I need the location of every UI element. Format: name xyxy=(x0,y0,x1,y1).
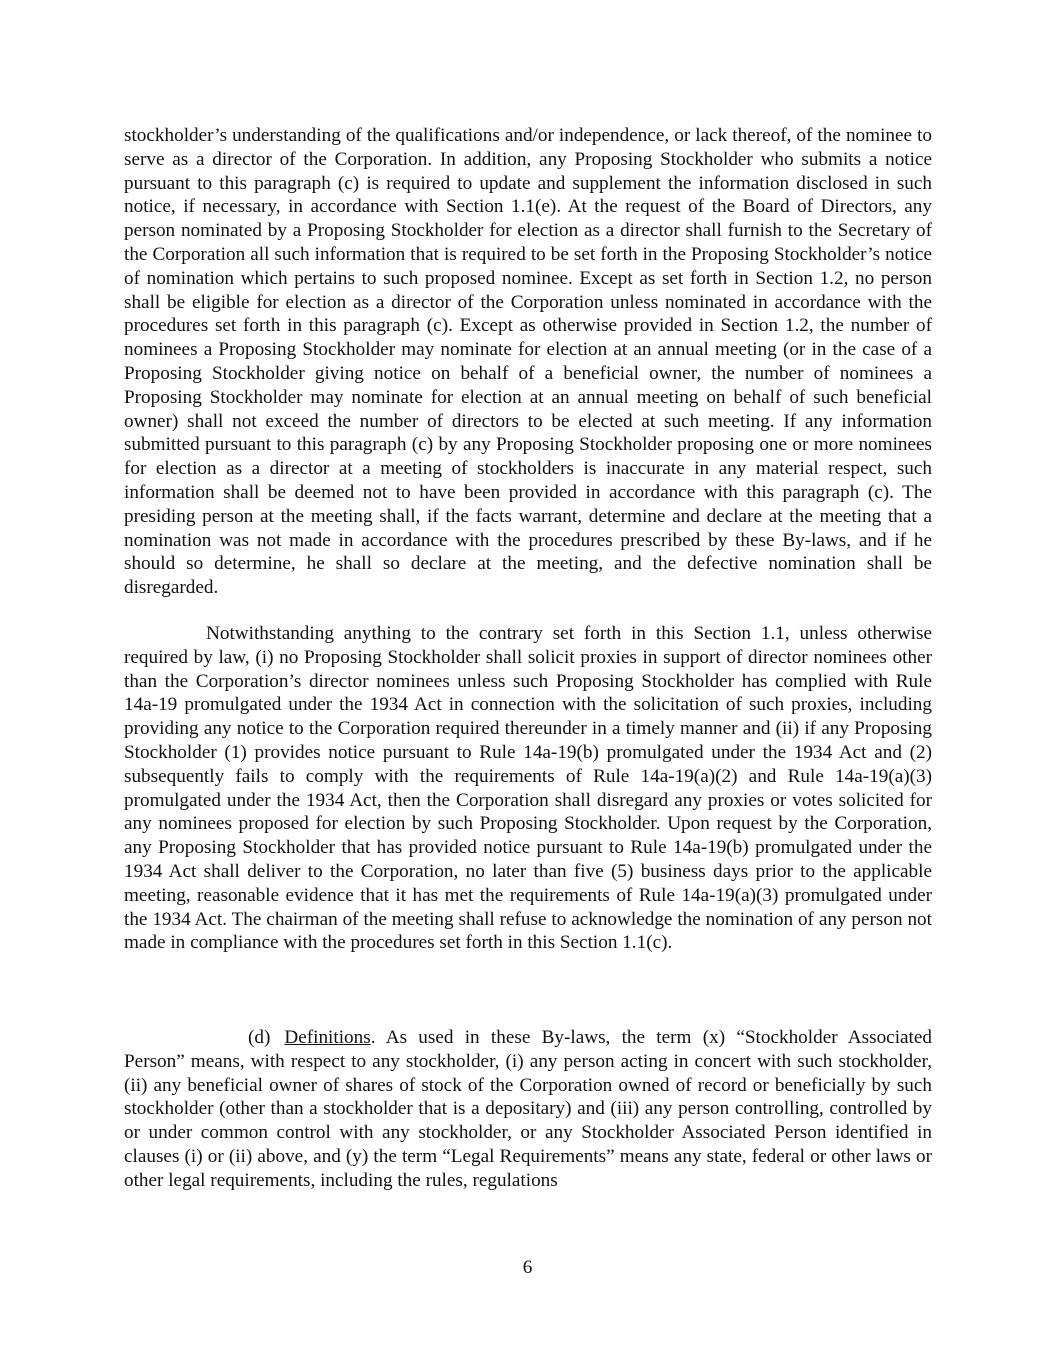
section-marker: (d) xyxy=(248,1027,271,1049)
page-number: 6 xyxy=(522,1257,533,1278)
proxy-solicitation-paragraph: Notwithstanding anything to the contrary set forth in this Section 1.1, unless otherwise required by law, (i) no Proposing Stockholder shall solicit proxies in support of director nominees other than the Corporation’s director nominees unless such Proposing Stockholder has complied with Rule 14a-19 promulgated under the 1934 Act in connection with the solicitation of such proxies, including providing any notice to the Corporation required thereunder in a timely manner and (ii) if any Proposing Stockholder (1) provides notice pursuant to Rule 14a-19(b) promulgated under the 1934 Act and (2) subsequently fails to comply with the requirements of Rule 14a-19(a)(2) and Rule 14a-19(a)(3) promulgated under the 1934 Act, then the Corporation shall disregard any proxies or votes solicited for any nominees proposed for election by such Proposing Stockholder. Upon request by the Corporation, any Proposing Stockholder that has provided notice pursuant to Rule 14a-19(b) promulgated under the 1934 Act shall deliver to the Corporation, no later than five (5) business days prior to the applicable meeting, reasonable evidence that it has met the requirements of Rule 14a-19(a)(3) promulgated under the 1934 Act. The chairman of the meeting shall refuse to acknowledge the nomination of any person not made in compliance with the procedures set forth in this Section 1.1(c). xyxy=(124,622,932,954)
definitions-section xyxy=(124,1026,932,1193)
section-heading: Definitions xyxy=(284,1027,371,1049)
document-page-body xyxy=(124,124,932,1193)
section-definition-text: . As used in these By-laws, the term (x) “Stockholder Associated Person” means, with respect to any stockholder, (i) any person acting in concert with such stockholder, (ii) any beneficial owner of shares of stock of the Corporation owned of record or beneficially by such stockholder (other than a stockholder that is a depositary) and (iii) any person controlling, controlled by or under common control with any stockholder, or any Stockholder Associated Person identified in clauses (i) or (ii) above, and (y) the term “Legal Requirements” means any state, federal or other laws or other legal requirements, including the rules, regulations xyxy=(124,1027,932,1191)
nomination-information-paragraph: stockholder’s understanding of the qualifications and/or independence, or lack thereof, of the nominee to serve as a director of the Corporation. In addition, any Proposing Stockholder who submits a notice pursuant to this paragraph (c) is required to update and supplement the information disclosed in such notice, if necessary, in accordance with Section 1.1(e). At the request of the Board of Directors, any person nominated by a Proposing Stockholder for election as a director shall furnish to the Secretary of the Corporation all such information that is required to be set forth in the Proposing Stockholder’s notice of nomination which pertains to such proposed nominee. Except as set forth in Section 1.2, no person shall be eligible for election as a director of the Corporation unless nominated in accordance with the procedures set forth in this paragraph (c). Except as otherwise provided in Section 1.2, the number of nominees a Proposing Stockholder may nominate for election at an annual meeting (or in the case of a Proposing Stockholder giving notice on behalf of a beneficial owner, the number of nominees a Proposing Stockholder may nominate for election at an annual meeting on behalf of such beneficial owner) shall not exceed the number of directors to be elected at such meeting. If any information submitted pursuant to this paragraph (c) by any Proposing Stockholder proposing one or more nominees for election as a director at a meeting of stockholders is inaccurate in any material respect, such information shall be deemed not to have been provided in accordance with this paragraph (c). The presiding person at the meeting shall, if the facts warrant, determine and declare at the meeting that a nomination was not made in accordance with the procedures prescribed by these By-laws, and if he should so determine, he shall so declare at the meeting, and the defective nomination shall be disregarded. xyxy=(124,125,932,599)
